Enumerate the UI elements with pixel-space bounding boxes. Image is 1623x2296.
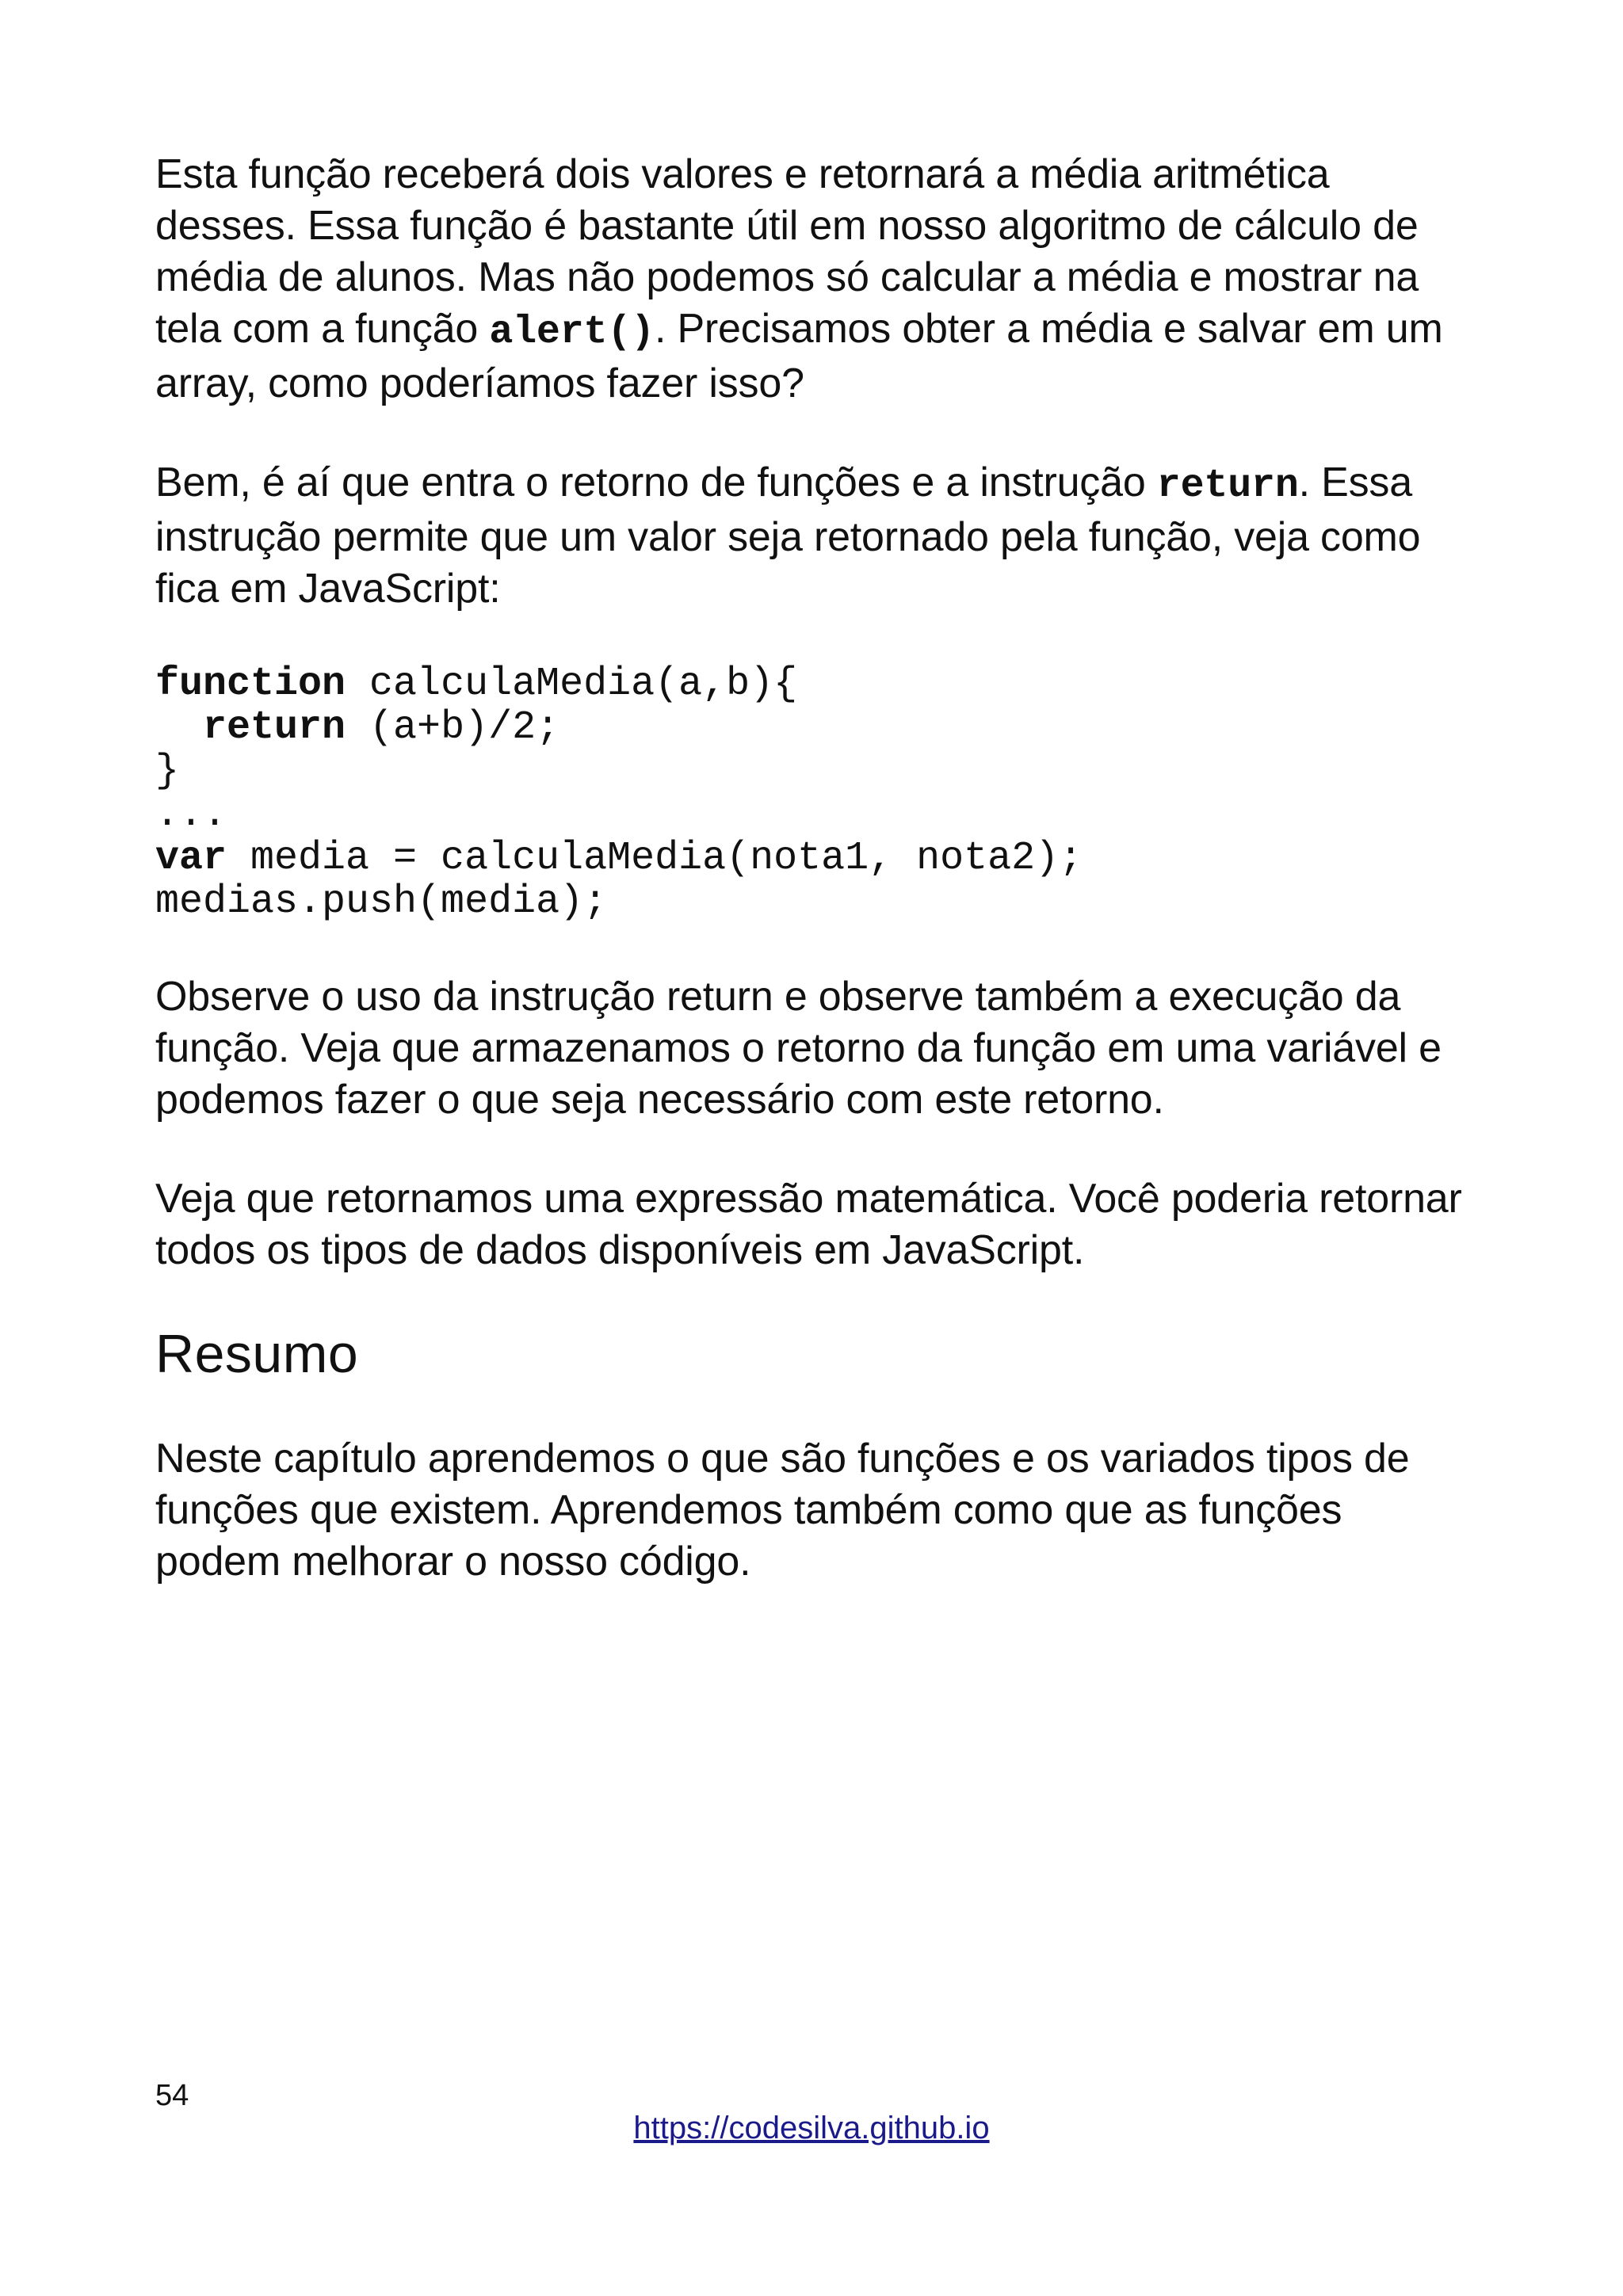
paragraph-return bbox=[155, 457, 1471, 615]
code-line bbox=[155, 662, 1471, 706]
paragraph-observe: Observe o uso da instrução return e observe também a execução da função. Veja que armazenamos o retorno da função em uma variável e podemos fazer o que seja necessário com este retorno. bbox=[155, 974, 1442, 1123]
code-keyword: return bbox=[203, 705, 346, 750]
code-line bbox=[155, 837, 1471, 880]
code-line: medias.push(media); bbox=[155, 879, 608, 925]
code-text: calculaMedia(a,b){ bbox=[346, 662, 798, 707]
code-text: media = calculaMedia(nota1, nota2); bbox=[227, 836, 1083, 881]
code-line bbox=[155, 706, 1471, 749]
paragraph-return-text-end: . Essa instrução permite que um valor seja retornado pela função, veja como fica em JavaScript: bbox=[155, 460, 1421, 612]
code-indent bbox=[155, 705, 203, 750]
paragraph-intro-text-end: . Precisamos obter a média e salvar em um array, como poderíamos fazer isso? bbox=[155, 306, 1443, 406]
code-line: } bbox=[155, 749, 180, 794]
inline-code-alert: alert() bbox=[489, 310, 655, 355]
page-content bbox=[155, 149, 1471, 1588]
paragraph-intro-text: Esta função receberá dois valores e retornará a média aritmética desses. Essa função é bastante útil em nosso algoritmo de cálculo de média de alunos. Mas não podemos só calcular a média e mostrar na tela com a função bbox=[155, 151, 1419, 352]
page-number: 54 bbox=[155, 2079, 189, 2112]
code-keyword: function bbox=[155, 662, 346, 707]
code-keyword: var bbox=[155, 836, 227, 881]
code-line: ... bbox=[155, 792, 227, 837]
section-heading: Resumo bbox=[155, 1324, 359, 1384]
paragraph-return-text: Bem, é aí que entra o retorno de funções e a instrução bbox=[155, 460, 1157, 505]
inline-code-return: return bbox=[1156, 463, 1299, 509]
paragraph-summary: Neste capítulo aprendemos o que são funções e os variados tipos de funções que existem. Aprendemos também como que as funções podem melhorar o nosso código. bbox=[155, 1436, 1410, 1585]
paragraph-expression: Veja que retornamos uma expressão matemática. Você poderia retornar todos os tipos de dados disponíveis em JavaScript. bbox=[155, 1176, 1462, 1273]
footer bbox=[0, 2109, 1623, 2147]
paragraph-intro bbox=[155, 149, 1471, 410]
footer-link[interactable]: https://codesilva.github.io bbox=[633, 2111, 990, 2145]
code-block bbox=[155, 662, 1471, 924]
code-text: (a+b)/2; bbox=[346, 705, 560, 750]
